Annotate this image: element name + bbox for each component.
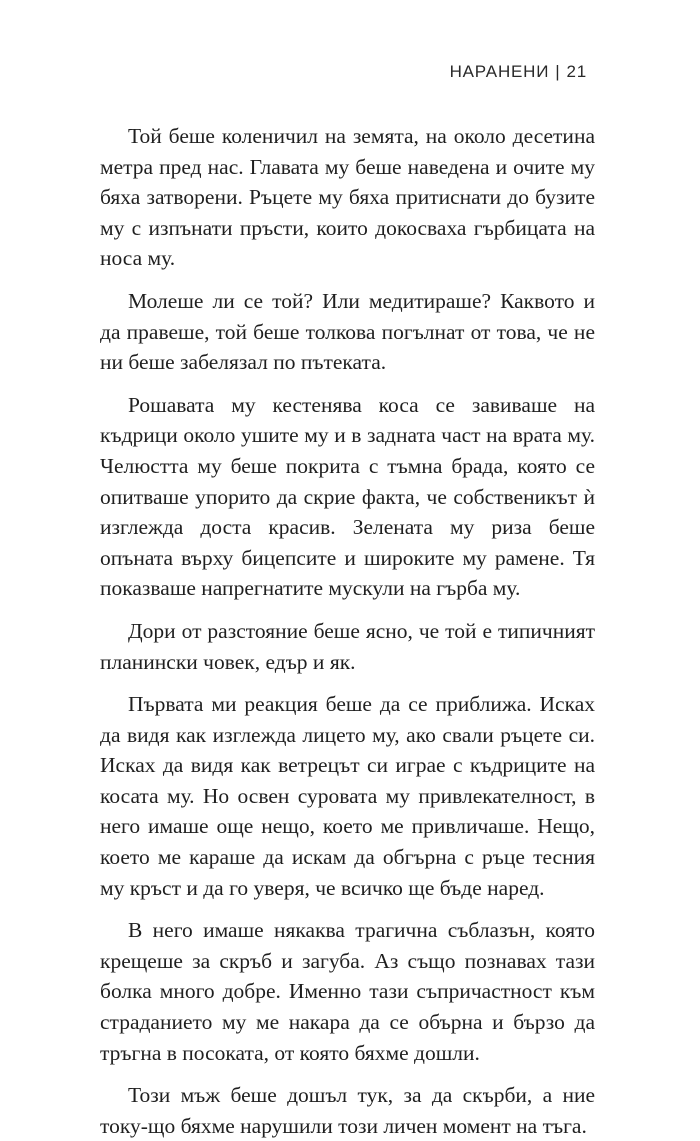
paragraph-4: Дори от разстояние беше ясно, че той е типичният планински човек, едър и як. [100, 618, 595, 674]
paragraph-7: Този мъж беше дошъл тук, за да скърби, а ние току-що бяхме нарушили този личен момент на тъга. [100, 1083, 595, 1138]
paragraph-5: Първата ми реакция беше да се приближа. Исках да видя как изглежда лицето му, ако свали ръцете си. Исках да видя как ветрецът си играе с къдриците на косата му. Но освен суровата му привлекателност, в него имаше още нещо, което ме привличаше. Нещо, което ме караше да искам да обгърна с ръце тесния му кръст и да го уверя, че всичко ще бъде наред. [100, 692, 595, 900]
paragraph-1: Той беше коленичил на земята, на около десетина метра пред нас. Главата му беше наведена и очите му бяха затворени. Ръцете му бяха притиснати до бузите му с изпънати пръсти, които докосваха гърбицата на носа му. [100, 124, 595, 271]
paragraph-2: Молеше ли се той? Или медитираше? Каквото и да правеше, той беше толкова погълнат от това, че не ни беше забелязал по пътеката. [100, 288, 595, 375]
header-separator: | [555, 62, 561, 81]
running-header [450, 62, 587, 82]
paragraph-3: Рошавата му кестенява коса се завиваше на къдрици около ушите му и в задната част на врата му. Челюстта му беше покрита с тъмна брада, която се опитваше упорито да скрие факта, че собственикът ѝ изглежда доста красив. Зелената му риза беше опъната върху бицепсите и широките му рамене. Тя показваше напрегнатите мускули на гърба му. [100, 392, 595, 601]
page-number: 21 [566, 62, 587, 81]
paragraph-6: В него имаше някаква трагична съблазън, която крещеше за скръб и загуба. Аз също познавах тази болка много добре. Именно тази съпричастност към страданието му ме накара да се обърна и бързо да тръгна в посоката, от която бяхме дошли. [100, 918, 595, 1065]
book-title: НАРАНЕНИ [449, 62, 550, 81]
page-body [100, 121, 595, 1141]
